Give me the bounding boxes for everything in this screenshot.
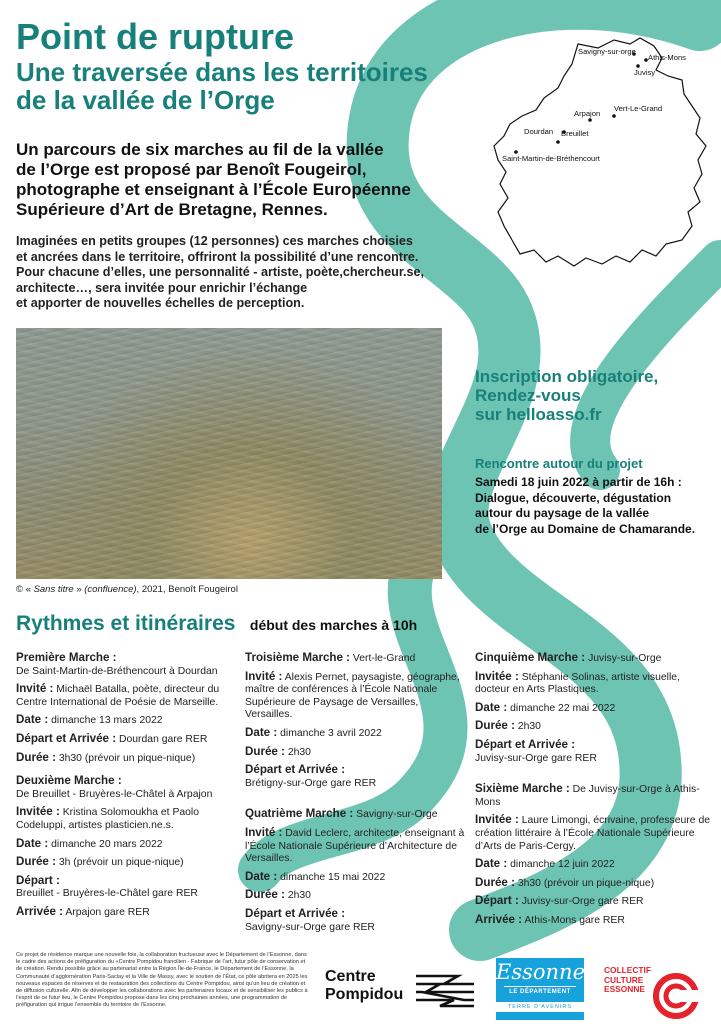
page-title: Point de rupture [16,16,294,57]
page-subtitle-line2: de la vallée de l’Orge [16,85,275,115]
cce-spiral-icon [652,972,700,1020]
intro-text: Un parcours de six marches au fil de la vallée de l’Orge est proposé par Benoît Fougeirol, photographe et enseignant à l’École Européenne Supérieure d’Art de Bretagne, Rennes. [16,140,411,219]
map-label-vert-le-grand: Vert-Le-Grand [614,104,663,113]
map-label-arpajon: Arpajon [574,109,601,118]
walk-column-2 [245,652,467,941]
walk-1: Première Marche : De Saint-Martin-de-Bréthencourt à Dourdan Invité : Michaël Batalla, poète, directeur du Centre International de Poésie de Marseille. Date : dimanche 13 mars 2022 Départ et Arrivée : Dourdan gare RER Durée : 3h30 (prévoir un pique-nique) [16,651,220,764]
map-label-savigny: Savigny-sur-orge [578,47,636,56]
photo-caption: © « Sans titre » (confluence), 2021, Benoît Fougeirol [16,584,238,595]
walk-column-3 [475,652,711,935]
water-photo [16,328,442,579]
walk-5: Cinquième Marche : Juvisy-sur-Orge Invitée : Stéphanie Solinas, artiste visuelle, docteur en Arts Plastiques. Date : dimanche 22 mai 2022 Durée : 2h30 Départ et Arrivée : Juvisy-sur-Orge gare RER [475,651,680,764]
walk-column-1 [16,652,232,927]
map-label-athis: Athis-Mons [648,53,686,62]
map-label-breuillet: Breuillet [561,129,589,138]
description-text: Imaginées en petits groupes (12 personnes) ces marches choisies et ancrées dans le territoire, offriront la possibilité d’une rencontre. Pour chacune d’elles, une personnalité - artiste, poète,chercheur.se, architecte…, sera invitée pour enrichir l’échange et apporter de nouvelles échelles de perception. [16,234,425,310]
walk-4: Quatrième Marche : Savigny-sur-Orge Invité : David Leclerc, architecte, enseignant à l’École Nationale Supérieure d’Architecture de Versailles. Date : dimanche 15 mai 2022 Durée : 2h30 Départ et Arrivée : Savigny-sur-Orge gare RER [245,807,465,933]
page-subtitle-line1: Une traversée dans les territoires [16,57,428,87]
essonne-map [486,36,714,272]
rencontre-block: Rencontre autour du projet Samedi 18 juin 2022 à partir de 16h : Dialogue, découverte, dégustation autour du paysage de la vallée de l’Orge au Domaine de Chamarande. [475,456,719,537]
inscription-notice: Inscription obligatoire, Rendez-vous sur helloasso.fr [475,367,715,424]
map-label-juvisy: Juvisy [634,68,656,77]
footnote-text: Ce projet de résidence marque une nouvelle fois, la collaboration fructueuse avec le Département de l’Essonne, dans le cadre des actions de préfiguration du «Centre Pompidou francilien - Fabrique de l’art, futur pôle de conservation et de création. Rendu possible grâce au partenariat entre la Région Île-de-France, le Département de l’Essonne, la Communauté d’agglomération Paris-Saclay et la Ville de Massy, avec le soutien de l’État, ce pôle abritera en 2025 les nouveaux espaces de réserves et de restauration des collections du Centre Pompidou, ainsi qu’un lieu de création et de diffusion culturelle. Afin de développer les collaborations avec les partenaires locaux et de sensibiliser les publics à l’esprit de ce futur lieu, le Centre Pompidou propose dans les cinq prochaines années, une programmation de préfiguration qui irrigue l’ensemble du territoire de l’Essonne. [16,952,308,1009]
walk-6: Sixième Marche : De Juvisy-sur-Orge à Athis-Mons Invitée : Laure Limongi, écrivaine, professeure de création littéraire à l’École Nationale Supérieure d’Arts de Paris-Cergy. Date : dimanche 12 juin 2022 Durée : 3h30 (prévoir un pique-nique) Départ : Juvisy-sur-Orge gare RER Arrivée : Athis-Mons gare RER [475,782,710,926]
essonne-logo: Essonne LE DÉPARTEMENT TERRE D’AVENIRS [496,958,584,1020]
walk-3: Troisième Marche : Vert-le-Grand Invité : Alexis Pernet, paysagiste, géographe, maître de conférences à l’École Nationale Supérieure de Paysage de Versailles, Versailles. Date : dimanche 3 avril 2022 Durée : 2h30 Départ et Arrivée : Brétigny-sur-Orge gare RER [245,651,460,789]
section-subtitle: début des marches à 10h [249,617,418,633]
walk-2: Deuxième Marche : De Breuillet - Bruyères-le-Châtel à Arpajon Invitée : Kristina Solomoukha et Paolo Codeluppi, artistes plasticien.ne.s. Date : dimanche 20 mars 2022 Durée : 3h (prévoir un pique-nique) Départ : Breuillet - Bruyères-le-Châtel gare RER Arrivée : Arpajon gare RER [16,774,213,918]
helloasso-link[interactable]: sur helloasso.fr [475,405,602,424]
map-label-saint-martin: Saint-Martin-de-Bréthencourt [502,154,600,163]
rencontre-heading: Rencontre autour du projet [475,456,643,471]
section-title: Rythmes et itinéraires [16,612,236,635]
centre-pompidou-logo: Centre Pompidou [325,968,404,1003]
centre-pompidou-mark [414,972,476,1008]
map-outline [494,38,706,266]
map-label-dourdan: Dourdan [524,127,554,136]
collectif-culture-essonne-logo: COLLECTIF CULTURE ESSONNE [604,965,651,994]
